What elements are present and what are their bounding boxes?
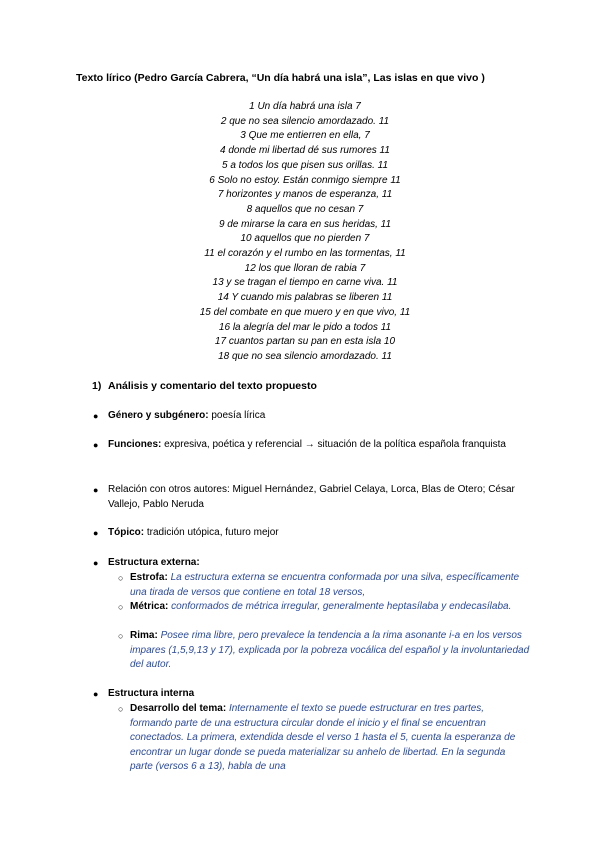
poem-line: 9 de mirarse la cara en sus heridas, 11: [218, 218, 392, 230]
desarrollo-label: Desarrollo del tema:: [130, 703, 227, 714]
bullet-icon: ●: [93, 411, 99, 421]
bullet-icon: ●: [93, 485, 99, 495]
topico-label: Tópico:: [108, 527, 145, 538]
externa-label: Estructura externa:: [108, 557, 200, 568]
funciones-text: expresiva, poética y referencial → situación de la política española franquista: [161, 439, 506, 450]
metrica-label: Métrica:: [130, 601, 169, 612]
poem-line: 16 la alegría del mar le pido a todos 11: [218, 321, 392, 333]
poem-line: 6 Solo no estoy. Están conmigo siempre 11: [209, 174, 401, 186]
funciones-label: Funciones:: [108, 439, 162, 450]
poem-line: 10 aquellos que no pierden 7: [240, 233, 370, 245]
poem-line: 17 cuantos partan su pan en esta isla 10: [214, 336, 396, 348]
relacion-text: Relación con otros autores: Miguel Hernández, Gabriel Celaya, Lorca, Blas de Otero; César Vallejo, Pablo Neruda: [108, 484, 515, 510]
poem: [140, 100, 470, 365]
interna-label: Estructura interna: [108, 688, 195, 699]
poem-line: 8 aquellos que no cesan 7: [246, 203, 364, 215]
rima-text: Posee rima libre, pero prevalece la tendencia a la rima asonante i-a en los versos impares (1,5,9,13 y 17), explicada por la pobreza vocálica del español y la involuntariedad del autor.: [130, 630, 530, 671]
sub-bullet-icon: ○: [118, 573, 124, 583]
estrofa-text: La estructura externa se encuentra conformada por una silva, específicamente una tirada de versos que contiene en total 18 versos,: [130, 572, 520, 598]
poem-line: 15 del combate en que muero y en que vivo, 11: [199, 306, 411, 318]
bullet-icon: ●: [93, 440, 99, 450]
section-heading: Análisis y comentario del texto propuesto: [108, 380, 317, 392]
genero-label: Género y subgénero:: [108, 410, 209, 421]
poem-line: 7 horizontes y manos de esperanza, 11: [217, 189, 393, 201]
poem-line: 2 que no sea silencio amordazado. 11: [220, 115, 390, 127]
sub-bullet-icon: ○: [118, 602, 124, 612]
poem-line: 3 Que me entierren en ella, 7: [240, 130, 370, 142]
poem-line: 12 los que lloran de rabia 7: [244, 262, 366, 274]
poem-line: 13 y se tragan el tiempo en carne viva. 11: [212, 277, 398, 289]
poem-line: 14 Y cuando mis palabras se liberen 11: [217, 292, 393, 304]
poem-line: 1 Un día habrá una isla 7: [249, 101, 361, 112]
bullet-icon: ●: [93, 528, 99, 538]
desarrollo-text: Internamente el texto se puede estructurar en tres partes, formando parte de una estructura circular donde el inicio y el final se encuentran conectados. La primera, extendida desde el verso 1 hasta el 5, cuenta la esperanza de encontrar un lugar donde se pueda materializar su anhelo de libertad. En la segunda parte (versos 6 a 13), habla de una: [130, 703, 516, 773]
poem-line: 18 que no sea silencio amordazado. 11: [218, 350, 392, 362]
poem-line: 11 el corazón y el rumbo en las tormentas, 11: [204, 248, 406, 260]
poem-line: 4 donde mi libertad dé sus rumores 11: [220, 145, 390, 157]
poem-line: 5 a todos los que pisen sus orillas. 11: [221, 159, 389, 171]
sub-bullet-icon: ○: [118, 704, 124, 714]
rima-label: Rima:: [130, 630, 158, 641]
genero-text: poesía lírica: [208, 410, 266, 421]
bullet-icon: ●: [93, 689, 99, 699]
estrofa-label: Estrofa:: [130, 572, 168, 583]
bullet-icon: ●: [93, 558, 99, 568]
metrica-text: conformados de métrica irregular, generalmente heptasílaba y endecasílaba.: [171, 601, 512, 612]
section-number: 1): [92, 380, 102, 392]
sub-bullet-icon: ○: [118, 631, 124, 641]
document-title: Texto lírico (Pedro García Cabrera, “Un día habrá una isla”, Las islas en que vivo ): [76, 72, 485, 84]
topico-text: tradición utópica, futuro mejor: [144, 527, 279, 538]
